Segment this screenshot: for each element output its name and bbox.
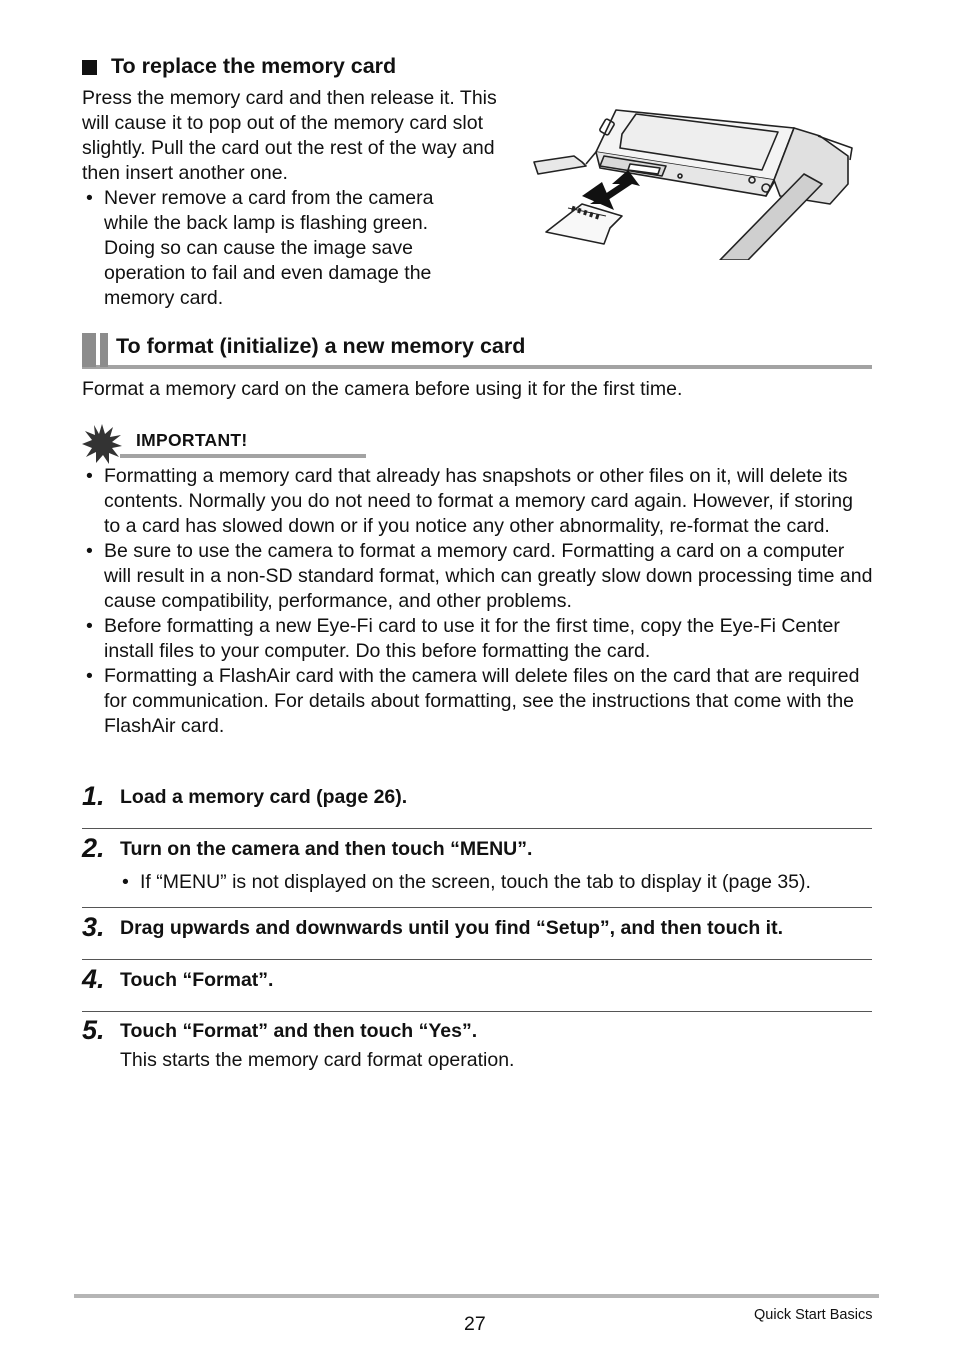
list-item: • Never remove a card from the camera while the back lamp is flashing green. Doing so can cause the image save operation to fail and even damage the memory card.: [82, 186, 482, 311]
step-title: Drag upwards and downwards until you find “Setup”, and then touch it.: [120, 917, 783, 939]
list-item: • Be sure to use the camera to format a memory card. Formatting a card on a computer will result in a non-SD standard format, which can greatly slow down processing time and cause compatibility, performance, and other problems.: [82, 539, 874, 614]
important-bullets: [82, 464, 874, 739]
camera-card-illustration: [530, 104, 858, 260]
square-bullet-icon: [82, 60, 97, 75]
format-card-heading: [82, 331, 872, 369]
important-underline: [120, 454, 366, 458]
replace-card-bullets: [82, 186, 482, 311]
step-divider: [82, 1011, 872, 1012]
step-number: 2.: [82, 833, 105, 863]
step-note: [120, 870, 811, 895]
important-notice: [82, 424, 292, 460]
step-number: 3.: [82, 912, 105, 942]
step-title: Touch “Format” and then touch “Yes”.: [120, 1020, 478, 1042]
format-intro-text: Format a memory card on the camera before using it for the first time.: [82, 378, 683, 400]
step-note-text: If “MENU” is not displayed on the screen, touch the tab to display it (page 35).: [140, 871, 811, 893]
step-title: Load a memory card (page 26).: [120, 786, 408, 808]
replace-card-body: Press the memory card and then release it. This will cause it to pop out of the memory card slot slightly. Pull the card out the rest of the way and then insert another one.: [82, 87, 497, 184]
heading-bar-icon: [100, 333, 108, 367]
step-divider: [82, 907, 872, 908]
replace-card-heading: [82, 54, 396, 79]
footer-rule: [74, 1294, 879, 1298]
format-card-heading-text: To format (initialize) a new memory card: [116, 334, 526, 358]
bullet-icon: •: [122, 871, 129, 893]
step-divider: [82, 828, 872, 829]
step-title: Touch “Format”.: [120, 969, 274, 991]
starburst-icon: [82, 424, 122, 464]
footer-section-label: Quick Start Basics: [754, 1307, 873, 1323]
important-label: IMPORTANT!: [136, 430, 248, 450]
step-number: 5.: [82, 1015, 105, 1045]
list-item: • Formatting a FlashAir card with the camera will delete files on the card that are required for communication. For details about formatting, see the instructions that come with the FlashAir card.: [82, 664, 874, 739]
replace-card-heading-text: To replace the memory card: [111, 54, 397, 78]
step-note: This starts the memory card format operation.: [120, 1049, 515, 1071]
step-divider: [82, 959, 872, 960]
step-title: Turn on the camera and then touch “MENU”.: [120, 838, 533, 860]
list-item: • Formatting a memory card that already has snapshots or other files on it, will delete its contents. Normally you do not need to format a memory card again. However, if storing to a card has slowed down or if you notice any other abnormality, re-format the card.: [82, 464, 874, 539]
page-number: 27: [464, 1313, 486, 1335]
step-number: 4.: [82, 964, 105, 994]
step-number: 1.: [82, 781, 105, 811]
list-item: • Before formatting a new Eye-Fi card to use it for the first time, copy the Eye-Fi Center install files to your computer. Do this before formatting the card.: [82, 614, 874, 664]
heading-bar-icon: [82, 333, 96, 367]
